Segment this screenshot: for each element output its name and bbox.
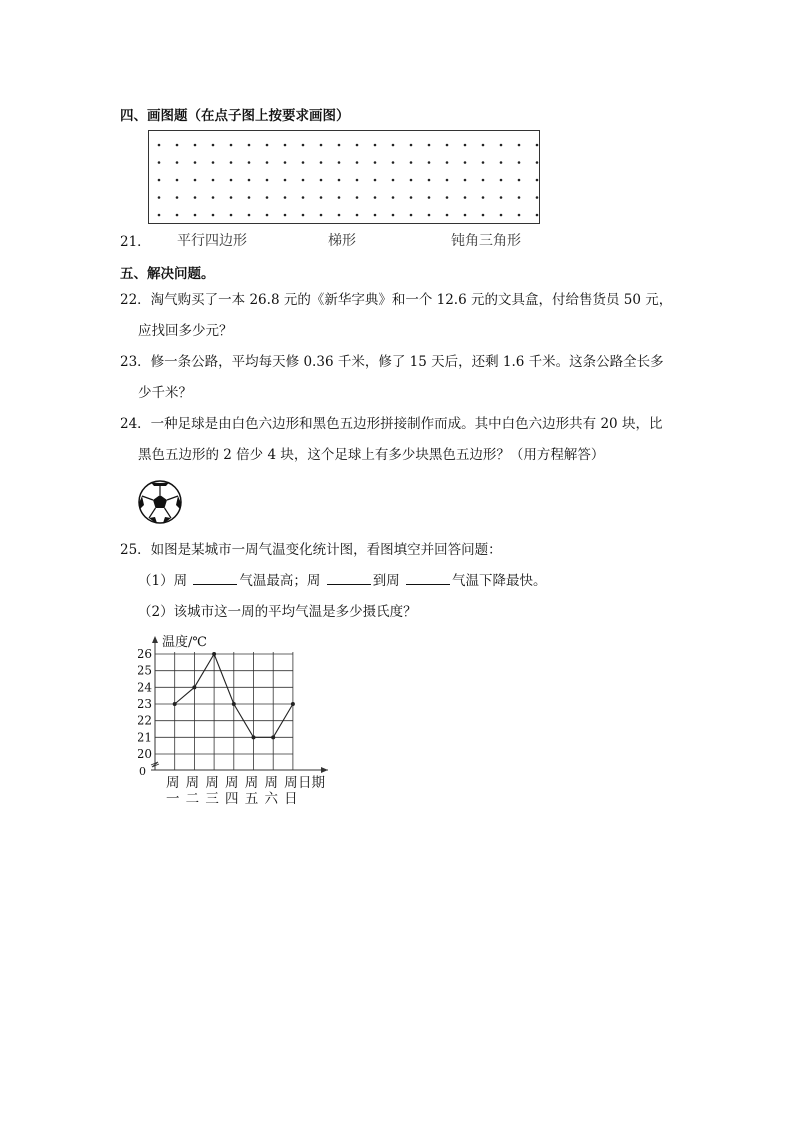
temperature-chart	[138, 632, 338, 814]
grid-dot	[446, 196, 449, 199]
grid-dot	[428, 161, 431, 164]
grid-dot	[338, 179, 341, 182]
grid-dot	[464, 144, 467, 147]
q25-sub1-part-a: （1）周	[138, 573, 188, 589]
grid-dot	[392, 179, 395, 182]
grid-dot	[482, 161, 485, 164]
q25-sub1-part-b: 气温最高；周	[239, 573, 321, 589]
grid-dot	[464, 161, 467, 164]
grid-dot	[356, 144, 359, 147]
grid-dot	[302, 161, 305, 164]
dot-grid-svg	[149, 131, 539, 223]
grid-dot	[500, 144, 503, 147]
soccer-ball-icon	[137, 479, 183, 529]
x-tick-label-top: 周	[264, 775, 278, 791]
grid-dot	[176, 196, 179, 199]
grid-dot	[230, 214, 233, 217]
grid-dot	[536, 144, 539, 147]
grid-dot	[536, 196, 539, 199]
x-tick-label-top: 周	[165, 775, 180, 791]
y-tick-label: 25	[138, 663, 152, 678]
y-axis-arrow	[152, 636, 158, 643]
temperature-chart-svg	[138, 632, 338, 810]
y-axis-label: 温度/℃	[162, 635, 207, 650]
grid-dot	[230, 161, 233, 164]
x-tick-label-top: 周	[284, 775, 298, 791]
grid-dot	[374, 144, 377, 147]
grid-dot	[320, 196, 323, 199]
grid-dot	[536, 214, 539, 217]
section-4-heading: 四、画图题（在点子图上按要求画图）	[120, 108, 350, 124]
grid-dot	[230, 196, 233, 199]
question-22-line1: 22．淘气购买了一本 26.8 元的《新华字典》和一个 12.6 元的文具盒，付给售货员 50 元，	[120, 292, 673, 308]
q25-sub1-part-d: 气温下降最快。	[451, 573, 547, 589]
x-tick-label-bottom: 四	[225, 791, 239, 807]
grid-dot	[392, 161, 395, 164]
grid-dot	[248, 161, 251, 164]
grid-dot	[176, 214, 179, 217]
grid-dot	[536, 179, 539, 182]
grid-dot	[446, 179, 449, 182]
grid-dot	[410, 144, 413, 147]
grid-dot	[500, 161, 503, 164]
grid-dot	[320, 214, 323, 217]
x-tick-label-top: 周	[244, 775, 259, 791]
grid-dot	[158, 196, 161, 199]
x-axis-label: 日期	[298, 775, 325, 791]
grid-dot	[284, 144, 287, 147]
grid-dot	[248, 179, 251, 182]
grid-dot	[212, 214, 215, 217]
grid-dot	[500, 214, 503, 217]
grid-dot	[302, 179, 305, 182]
x-tick-label-top: 周	[225, 775, 239, 791]
x-tick-label-bottom: 六	[264, 791, 278, 807]
grid-dot	[266, 179, 269, 182]
y-origin-label: 0	[139, 765, 146, 778]
grid-dot	[212, 196, 215, 199]
section-5-heading: 五、解决问题。	[120, 266, 215, 282]
x-tick-label-top: 周	[185, 775, 200, 791]
grid-dot	[446, 161, 449, 164]
grid-dot	[194, 214, 197, 217]
data-point-周二	[192, 685, 196, 689]
grid-dot	[194, 144, 197, 147]
grid-dot	[428, 179, 431, 182]
data-point-周三	[212, 652, 216, 656]
grid-dot	[356, 161, 359, 164]
data-point-周日	[291, 702, 295, 706]
grid-dot	[158, 144, 161, 147]
grid-dot	[392, 214, 395, 217]
grid-dot	[230, 144, 233, 147]
label-trapezoid: 梯形	[328, 233, 356, 249]
grid-dot	[446, 214, 449, 217]
grid-dot	[194, 196, 197, 199]
question-24-line2: 黑色五边形的 2 倍少 4 块，这个足球上有多少块黑色五边形？（用方程解答）	[138, 447, 605, 463]
grid-dot	[248, 144, 251, 147]
grid-dot	[194, 161, 197, 164]
y-tick-label: 20	[138, 747, 152, 761]
grid-dot	[302, 214, 305, 217]
y-tick-label: 26	[138, 647, 152, 661]
grid-dot	[248, 196, 251, 199]
grid-dot	[500, 179, 503, 182]
grid-dot	[392, 196, 395, 199]
grid-dot	[500, 196, 503, 199]
grid-dot	[428, 214, 431, 217]
data-point-周六	[271, 735, 275, 739]
grid-dot	[230, 179, 233, 182]
y-tick-label: 23	[138, 697, 152, 711]
grid-dot	[446, 144, 449, 147]
grid-dot	[338, 196, 341, 199]
grid-dot	[518, 196, 521, 199]
grid-dot	[158, 161, 161, 164]
label-obtuse-triangle: 钝角三角形	[451, 233, 521, 249]
grid-dot	[518, 214, 521, 217]
question-21-number: 21．	[120, 234, 151, 250]
x-tick-label-bottom: 一	[165, 791, 180, 807]
x-tick-label-bottom: 五	[244, 791, 259, 807]
answer-blank-2[interactable]	[327, 572, 371, 585]
grid-dot	[320, 144, 323, 147]
grid-dot	[284, 196, 287, 199]
grid-dot	[266, 144, 269, 147]
y-tick-label: 21	[138, 730, 152, 745]
x-axis-arrow	[321, 767, 328, 773]
data-point-周一	[173, 702, 177, 706]
question-25-sub2: （2）该城市这一周的平均气温是多少摄氏度？	[138, 604, 417, 620]
grid-dot	[518, 161, 521, 164]
question-25-line1: 25．如图是某城市一周气温变化统计图，看图填空并回答问题：	[120, 542, 502, 558]
grid-dot	[302, 196, 305, 199]
grid-dot	[266, 161, 269, 164]
grid-dot	[158, 179, 161, 182]
grid-dot	[482, 214, 485, 217]
grid-dot	[410, 214, 413, 217]
grid-dot	[356, 214, 359, 217]
grid-dot	[158, 214, 161, 217]
grid-dot	[374, 161, 377, 164]
grid-dot	[410, 161, 413, 164]
grid-dot	[284, 161, 287, 164]
question-25-sub1	[138, 571, 546, 591]
data-point-周五	[252, 735, 256, 739]
grid-dot	[320, 161, 323, 164]
grid-dot	[410, 179, 413, 182]
grid-dot	[176, 161, 179, 164]
grid-dot	[356, 179, 359, 182]
grid-dot	[464, 214, 467, 217]
grid-dot	[284, 179, 287, 182]
grid-dot	[428, 196, 431, 199]
grid-dot	[464, 196, 467, 199]
question-23-line1: 23．修一条公路，平均每天修 0.36 千米，修了 15 天后，还剩 1.6 千米。这条公路全长多	[120, 354, 664, 370]
q25-sub1-part-c: 到周	[372, 573, 400, 589]
grid-dot	[338, 144, 341, 147]
grid-dot	[338, 161, 341, 164]
grid-dot	[428, 144, 431, 147]
x-tick-label-bottom: 二	[185, 791, 200, 807]
y-tick-label: 22	[138, 713, 152, 728]
grid-dot	[518, 144, 521, 147]
grid-dot	[212, 144, 215, 147]
data-point-周四	[232, 702, 236, 706]
grid-dot	[356, 196, 359, 199]
question-23-line2: 少千米？	[138, 385, 192, 401]
grid-dot	[266, 196, 269, 199]
grid-dot	[212, 179, 215, 182]
grid-dot	[482, 144, 485, 147]
grid-dot	[410, 196, 413, 199]
grid-dot	[266, 214, 269, 217]
grid-dot	[248, 214, 251, 217]
label-parallelogram: 平行四边形	[177, 233, 247, 249]
grid-dot	[212, 161, 215, 164]
answer-blank-3[interactable]	[406, 572, 450, 585]
grid-dot	[536, 161, 539, 164]
grid-dot	[176, 179, 179, 182]
x-tick-label-top: 周	[205, 775, 219, 791]
grid-dot	[320, 179, 323, 182]
grid-dot	[392, 144, 395, 147]
question-22-line2: 应找回多少元？	[138, 323, 233, 339]
grid-dot	[176, 144, 179, 147]
grid-dot	[302, 144, 305, 147]
x-tick-label-bottom: 日	[284, 791, 298, 807]
question-24-line1: 24．一种足球是由白色六边形和黑色五边形拼接制作而成。其中白色六边形共有 20 块，比	[120, 416, 663, 432]
grid-dot	[194, 179, 197, 182]
y-tick-label: 24	[138, 680, 152, 695]
grid-dot	[518, 179, 521, 182]
grid-dot	[284, 214, 287, 217]
grid-dot	[338, 214, 341, 217]
grid-dot	[464, 179, 467, 182]
dot-grid[interactable]	[148, 130, 540, 224]
grid-dot	[482, 196, 485, 199]
grid-dot	[374, 196, 377, 199]
grid-dot	[482, 179, 485, 182]
grid-dot	[374, 179, 377, 182]
x-tick-label-bottom: 三	[205, 791, 219, 807]
grid-dot	[374, 214, 377, 217]
answer-blank-1[interactable]	[193, 572, 237, 585]
